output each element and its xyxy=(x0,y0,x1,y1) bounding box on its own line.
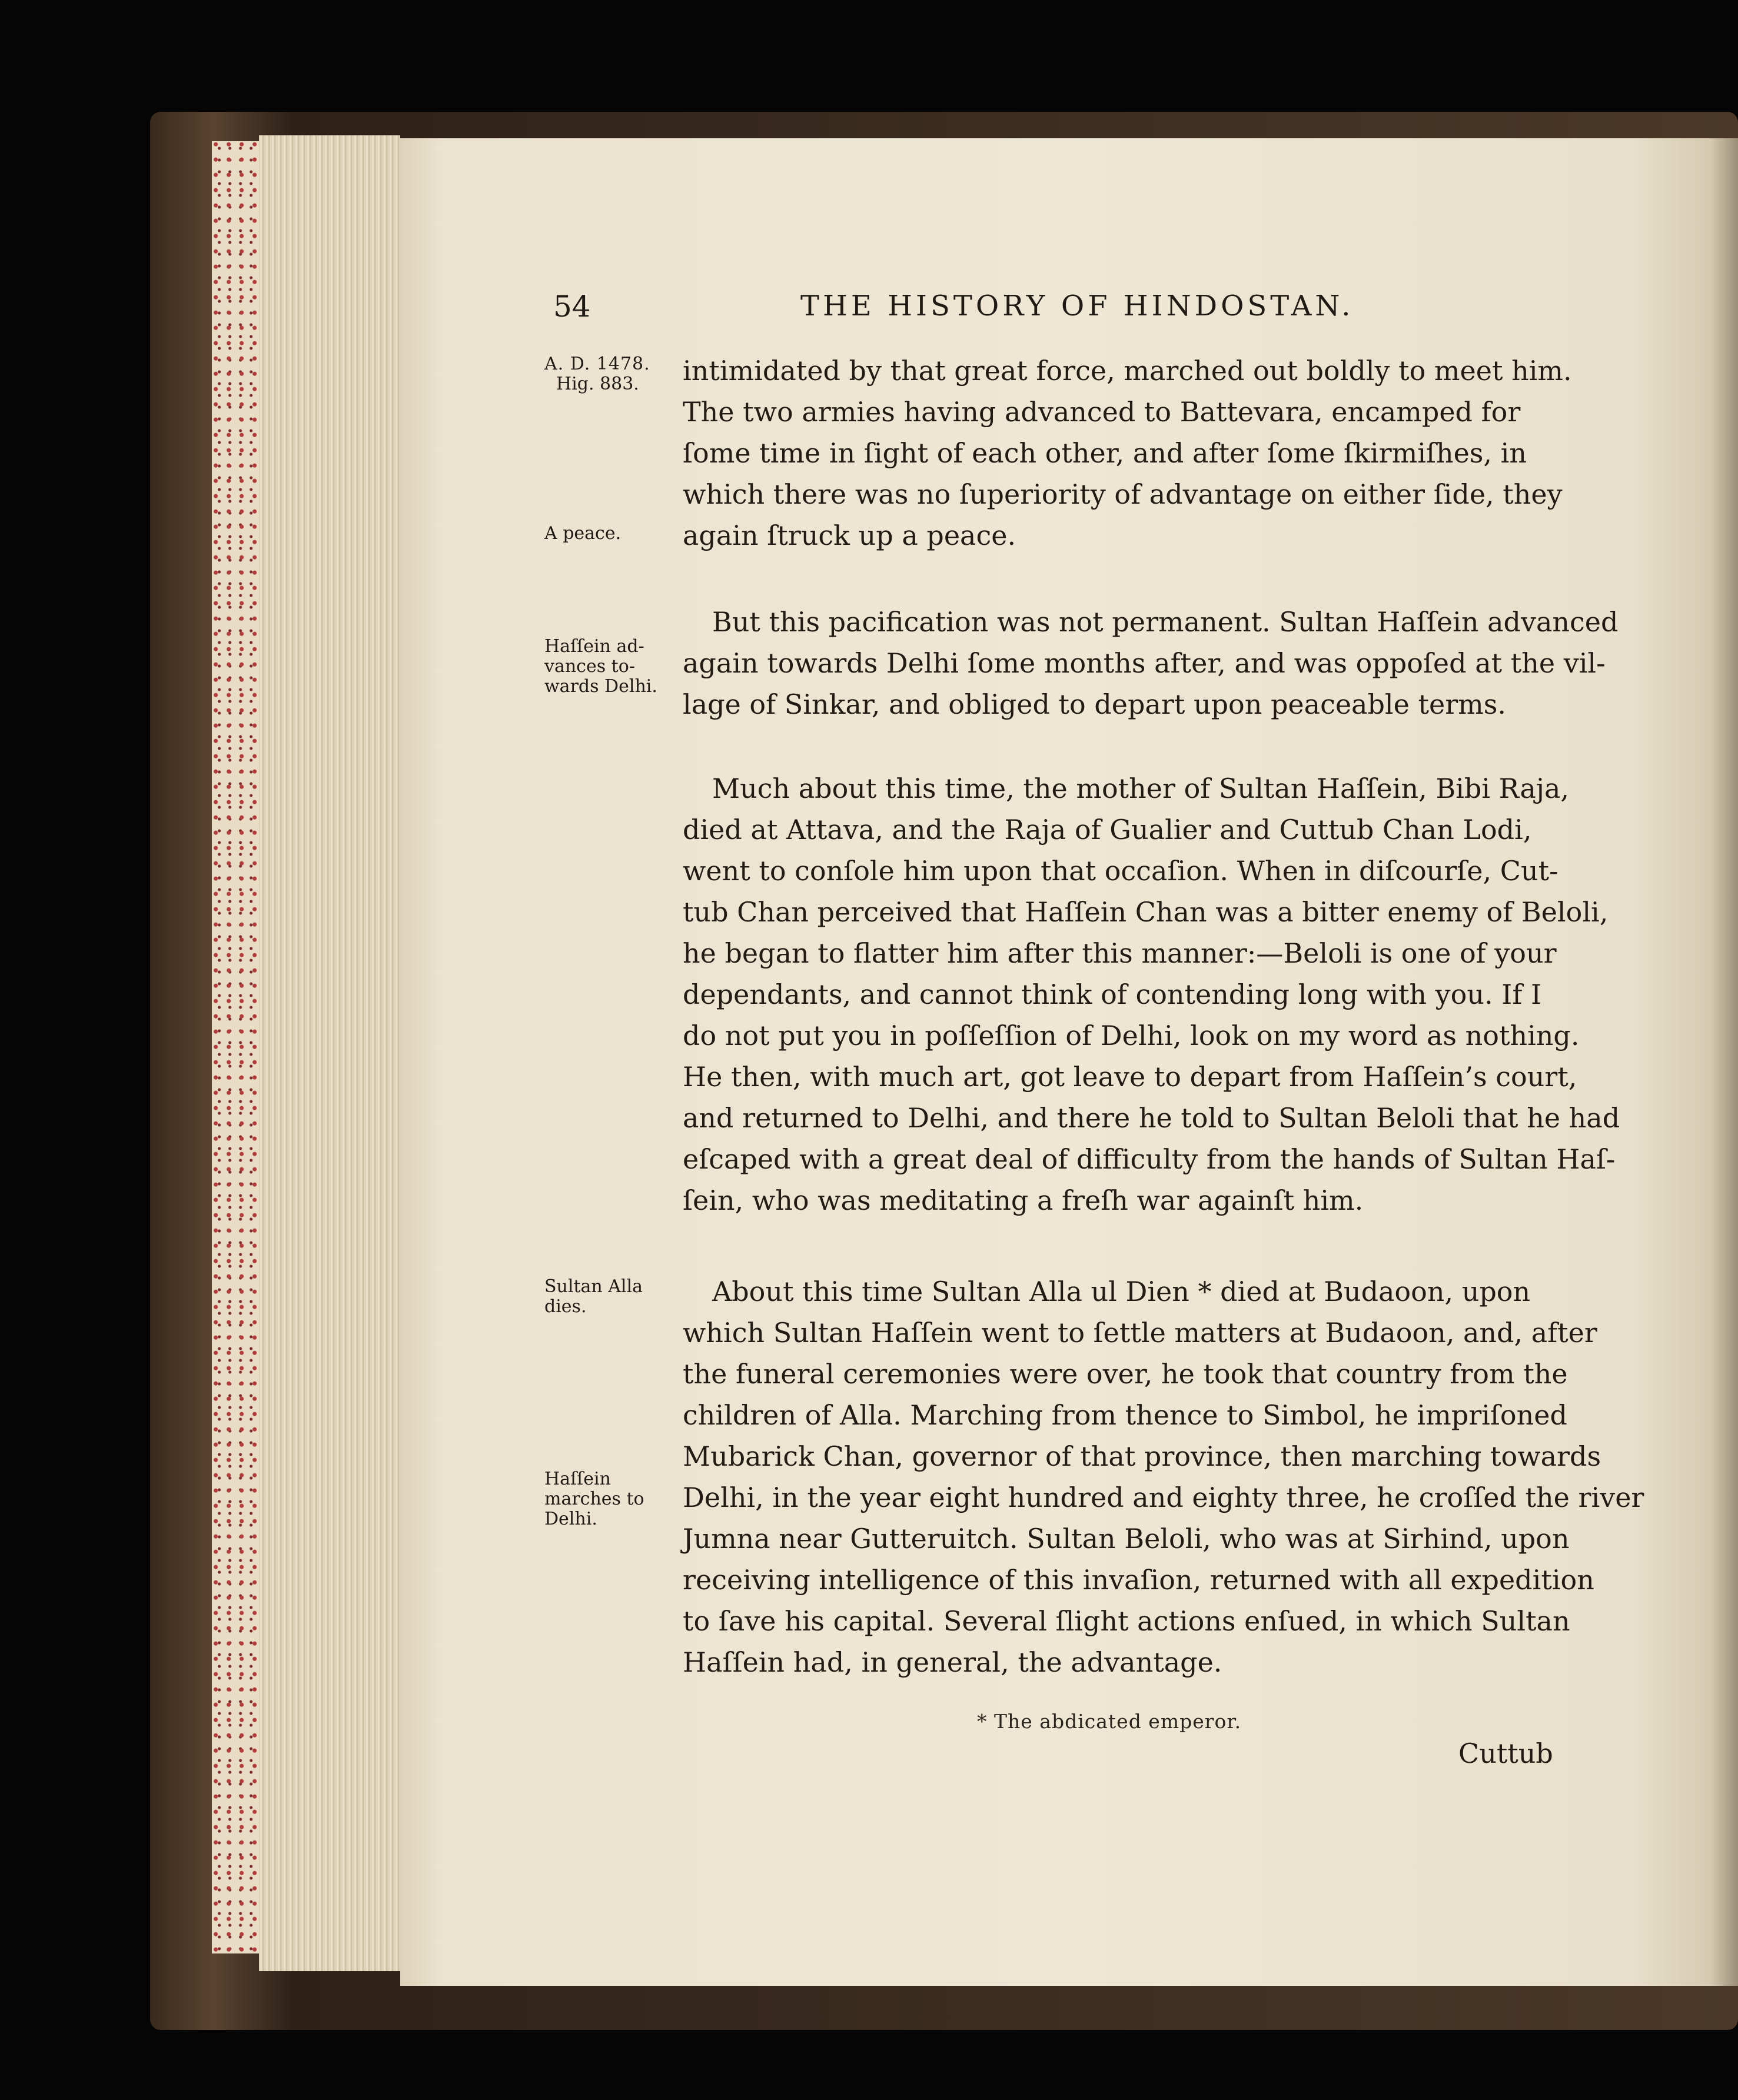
text-line: intimidated by that great force, marched out boldly to meet him. xyxy=(683,355,1572,387)
text-line: tub Chan perceived that Haſſein Chan was a bitter enemy of Beloli, xyxy=(683,896,1609,928)
text-line: the funeral ceremonies were over, he took that country from the xyxy=(683,1358,1568,1390)
text-line: Much about this time, the mother of Sultan Haſſein, Bibi Raja, xyxy=(712,773,1570,804)
text-line: Delhi, in the year eight hundred and eighty three, he croſſed the river xyxy=(683,1482,1644,1513)
text-line: and returned to Delhi, and there he told to Sultan Beloli that he had xyxy=(683,1102,1620,1134)
page-number: 54 xyxy=(553,289,591,324)
margin-note-line: marches to xyxy=(544,1489,644,1509)
catchword: Cuttub xyxy=(1458,1738,1553,1769)
paragraph-3 xyxy=(683,768,1620,1221)
text-line: Jumna near Gutteruitch. Sultan Beloli, who was at Sirhind, upon xyxy=(683,1523,1570,1555)
text-line: which Sultan Haſſein went to ſettle matters at Budaoon, and, after xyxy=(683,1317,1597,1349)
paragraph-1 xyxy=(683,350,1572,556)
margin-note-line: Haſſein ad- xyxy=(544,636,644,657)
margin-note-line: Hig. 883. xyxy=(556,374,639,394)
text-line: to ſave his capital. Several ſlight actions enſued, in which Sultan xyxy=(683,1605,1570,1637)
margin-note-hassein-advances xyxy=(544,637,677,697)
text-line: which there was no ſuperiority of advantage on either ſide, they xyxy=(683,478,1563,510)
footnote: * The abdicated emperor. xyxy=(977,1710,1242,1733)
text-line: The two armies having advanced to Battevara, encamped for xyxy=(683,396,1521,428)
text-line: again towards Delhi ſome months after, and was oppoſed at the vil- xyxy=(683,647,1606,679)
margin-note-peace xyxy=(544,524,677,544)
margin-note-date xyxy=(544,354,677,394)
margin-note-hassein-marches xyxy=(544,1469,677,1529)
text-line: do not put you in poſſeſſion of Delhi, look on my word as nothing. xyxy=(683,1020,1580,1051)
margin-note-line: A peace. xyxy=(544,523,622,544)
running-title: THE HISTORY OF HINDOSTAN. xyxy=(800,289,1354,322)
margin-note-line: Sultan Alla xyxy=(544,1276,643,1297)
text-line: children of Alla. Marching from thence to Simbol, he impriſoned xyxy=(683,1399,1567,1431)
text-line: Mubarick Chan, governor of that province, then marching towards xyxy=(683,1440,1601,1472)
text-line: He then, with much art, got leave to depart from Haſſein’s court, xyxy=(683,1061,1577,1093)
text-line: Haſſein had, in general, the advantage. xyxy=(683,1646,1222,1678)
text-line: About this time Sultan Alla ul Dien * died at Budaoon, upon xyxy=(712,1276,1531,1307)
paragraph-4 xyxy=(683,1271,1644,1683)
text-line: receiving intelligence of this invaſion, returned with all expedition xyxy=(683,1564,1594,1596)
margin-note-line: Haſſein xyxy=(544,1469,611,1489)
text-line: ſein, who was meditating a freſh war againſt him. xyxy=(683,1184,1364,1216)
margin-note-sultan-alla xyxy=(544,1277,677,1317)
text-line: died at Attava, and the Raja of Gualier and Cuttub Chan Lodi, xyxy=(683,814,1532,846)
page-header xyxy=(553,289,1566,331)
text-line: dependants, and cannot think of contending long with you. If I xyxy=(683,979,1542,1010)
text-line: again ſtruck up a peace. xyxy=(683,520,1016,551)
page-stack-edge xyxy=(259,135,400,1971)
paragraph-2 xyxy=(683,601,1619,725)
text-line: But this pacification was not permanent. Sultan Haſſein advanced xyxy=(712,606,1619,638)
text-line: ſome time in ſight of each other, and after ſome ſkirmiſhes, in xyxy=(683,437,1527,469)
text-line: he began to flatter him after this manner:—Beloli is one of your xyxy=(683,937,1557,969)
margin-note-line: wards Delhi. xyxy=(544,676,657,697)
margin-note-line: Delhi. xyxy=(544,1509,597,1529)
margin-note-line: vances to- xyxy=(544,656,635,677)
text-line: lage of Sinkar, and obliged to depart upon peaceable terms. xyxy=(683,688,1507,720)
text-line: went to conſole him upon that occaſion. When in diſcourſe, Cut- xyxy=(683,855,1558,887)
margin-note-line: dies. xyxy=(544,1296,587,1317)
margin-note-line: A. D. 1478. xyxy=(544,354,650,374)
text-line: eſcaped with a great deal of difficulty from the hands of Sultan Haſ- xyxy=(683,1143,1616,1175)
page-gutter-shadow xyxy=(1710,138,1738,1986)
